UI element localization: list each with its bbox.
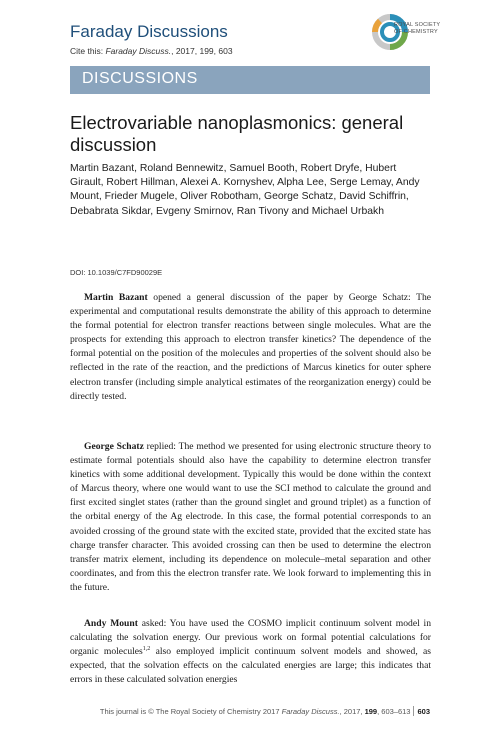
publisher-line-1: ROYAL SOCIETY: [394, 22, 441, 28]
section-banner-label: DISCUSSIONS: [82, 70, 198, 87]
footer-journal: Faraday Discuss.: [281, 707, 340, 716]
footer-volume: 199: [364, 707, 378, 716]
publisher-line-2: OF CHEMISTRY: [394, 28, 438, 35]
author-list: Martin Bazant, Roland Bennewitz, Samuel Booth, Robert Dryfe, Hubert Girault, Robert Hillman, Alexei A. Kornyshev, Alpha Lee, Serge Lemay, Andy Mount, Frieder Mugele, Oliver Robotham, George Schatz, David Schiffrin, Debabrata Sikdar, Evgeny Smirnov, Ran Tivony and Michael Urbakh: [70, 163, 420, 217]
paragraph-1: [70, 291, 431, 404]
citation-line: [70, 46, 233, 56]
paragraph-text: opened a general discussion of the paper by George Schatz: The experimental and computational results demonstrate the ability of this approach to determine the formal potential for electron transfer reactions between single molecules. What are the prospects for extending this approach to electron transfer kinetics? The dependence of the formal potential on the position of the molecules and properties of the solvent should also be reflected in the rate of the reaction, and the predictions of Marcus kinetics for outer sphere electron transfer (including simple analytical estimates of the reorganization energy) could be directly tested.: [70, 292, 431, 402]
page-number: 603: [417, 707, 430, 716]
footer-prefix: This journal is © The Royal Society of Chemistry 2017: [99, 707, 280, 716]
page-footer: [70, 706, 430, 716]
journal-title: Faraday Discussions: [70, 22, 228, 41]
paragraph-2: [70, 440, 431, 595]
reference-superscript[interactable]: 1,2: [142, 646, 151, 653]
cite-rest: , 2017, 199, 603: [171, 46, 233, 56]
speaker-name: George Schatz: [84, 441, 144, 452]
article-title: Electrovariable nanoplasmonics: general discussion: [70, 112, 404, 155]
paragraph-text: asked: You have used the COSMO implicit continuum solvent model in calculating the solvation energy. Our previous work on formal potential calculations for organic molecules: [70, 618, 432, 658]
footer-year: , 2017,: [339, 707, 365, 716]
footer-pages: , 603–613: [377, 707, 411, 716]
paragraph-text: also employed implicit continuum solvent models and showed, as expected, that the solvation effects on the calculated energies are large; this indicates that errors in these calculated solvation energies: [70, 646, 431, 686]
doi: DOI: 10.1039/C7FD90029E: [70, 268, 163, 277]
paragraph-text: replied: The method we presented for using electronic structure theory to estimate formal potentials should also have the capability to determine electron transfer kinetics with some additional development. Typically this would be done within the context of Marcus theory, where one would want to use the SCI method to calculate the ground and first excited singlet states (rather than the ground singlet and ground triplet) as a function of the orbital energy of the Ag electrode. In this case, the formal potential corresponds to an avoided crossing of the ground state with the excited state, provided that the excited state has charge transfer character. This avoided crossing can then be used to determine the electron transfer matrix element, including its dependence on molecule–metal separation and other coordinates, and from this the electron transfer rate. We look forward to implementing this in the future.: [70, 441, 431, 593]
footer-divider: [413, 706, 414, 716]
cite-journal: Faraday Discuss.: [105, 46, 172, 56]
cite-prefix: Cite this:: [70, 46, 106, 56]
publisher-name: [394, 22, 440, 35]
speaker-name: Andy Mount: [84, 618, 138, 629]
paragraph-3: [70, 617, 431, 687]
speaker-name: Martin Bazant: [84, 292, 148, 303]
